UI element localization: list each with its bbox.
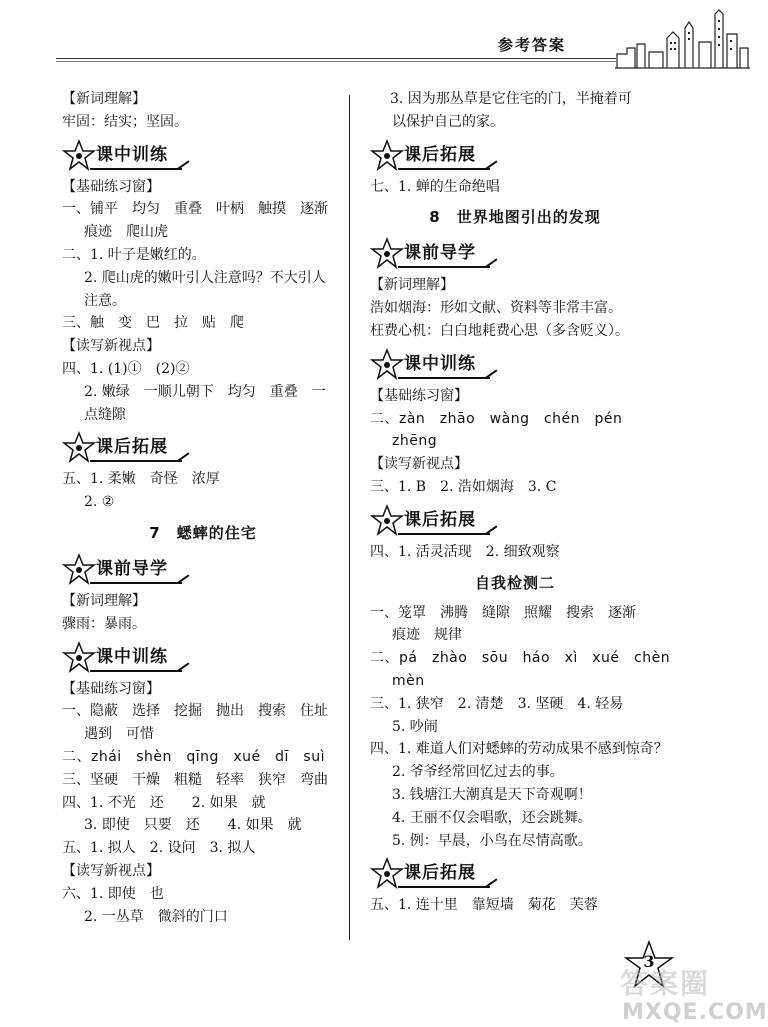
answer-line: 3. 即使 只要 还 4. 如果 就: [84, 817, 302, 834]
answer-line: 三、触 变 巴 拉 贴 爬: [62, 315, 244, 332]
subhead: 【新词理解】: [62, 91, 146, 107]
section-badge-after-class: [370, 503, 660, 539]
answer-line: 2. 一丛草 微斜的门口: [84, 908, 228, 925]
section-badge-in-class: [62, 640, 344, 676]
answer-line: 三、1. 狭窄 2. 清楚 3. 坚硬 4. 轻易: [370, 695, 624, 712]
answer-line: 七、1. 蝉的生命绝唱: [370, 178, 500, 195]
section-badge-in-class: [62, 138, 344, 174]
answer-line: 遇到 可惜: [84, 726, 154, 743]
answer-line: 三、1. B 2. 浩如烟海 3. C: [370, 478, 557, 495]
city-skyline-icon: [615, 8, 750, 70]
answer-line: 4. 王丽不仅会唱歌，还会跳舞。: [392, 809, 592, 826]
subhead: 【读写新视点】: [370, 456, 468, 473]
subhead: 【读写新视点】: [62, 862, 160, 879]
header-rule: [56, 58, 616, 59]
answer-line: 2. 爷爷经常回忆过去的事。: [392, 764, 564, 781]
answer-line: 3. 钱塘江大潮真是天下奇观啊！: [392, 786, 592, 803]
subhead: 【基础练习窗】: [62, 178, 160, 195]
answer-line: 一、笼罩 沸腾 缝隙 照耀 搜索 逐渐: [370, 604, 636, 621]
right-column: [370, 88, 671, 917]
section-badge-pre-class: [370, 236, 660, 272]
answer-line: 3. 因为那丛草是它住宅的门，半掩着可: [390, 91, 632, 107]
watermark-text: 答案圈: [620, 967, 711, 1000]
answer-line: 五、1. 拟人 2. 设问 3. 拟人: [62, 840, 256, 857]
answer-line: 注意。: [84, 292, 126, 309]
badge-label: 课前导学: [90, 556, 182, 584]
subhead: 【读写新视点】: [62, 338, 160, 355]
answer-line: 痕迹 爬山虎: [84, 224, 168, 241]
subhead: 【新词理解】: [370, 277, 454, 294]
answer-line: 一、隐蔽 选择 挖掘 抛出 搜索 住址: [62, 703, 328, 720]
section-badge-in-class: [370, 347, 660, 383]
pinyin-line: 二、pá zhào sōu háo xì xué chèn: [370, 650, 671, 667]
pinyin-line: mèn: [392, 672, 425, 689]
page-header: [0, 0, 750, 70]
self-test-title: 自我检测二: [474, 573, 555, 592]
badge-label: 课中训练: [90, 142, 182, 170]
answer-line: 枉费心机：白白地耗费心思（多含贬义）。: [370, 322, 629, 339]
answer-line: 六、1. 即使 也: [62, 885, 164, 902]
answer-line: 三、坚硬 干燥 粗糙 轻率 狭窄 弯曲: [62, 771, 328, 788]
pinyin-line: 二、zhái shèn qīng xué dī suì: [62, 748, 325, 765]
answer-line: 四、1. 不光 还 2. 如果 就: [62, 794, 266, 811]
answer-line: 以保护自己的家。: [392, 113, 504, 130]
answer-line: 四、1. 活灵活现 2. 细致观察: [370, 543, 560, 560]
section-badge-after-class: [62, 430, 344, 466]
answer-line: 5. 例：早晨，小鸟在尽情高歌。: [392, 832, 592, 849]
subhead: 【基础练习窗】: [62, 680, 160, 697]
page-number: 3: [643, 952, 655, 971]
answer-line: 五、1. 连十里 靠短墙 菊花 芙蓉: [370, 897, 598, 914]
badge-label: 课后拓展: [398, 142, 490, 170]
header-rule-secondary: [56, 61, 616, 62]
watermark: [592, 962, 768, 1027]
subhead: 【基础练习窗】: [370, 387, 468, 404]
badge-label: 课后拓展: [398, 507, 490, 535]
pinyin-line: zhēng: [392, 433, 438, 450]
answer-line: 五、1. 柔嫩 奇怪 浓厚: [62, 471, 220, 488]
answer-line: 浩如烟海：形如文献、资料等非常丰富。: [370, 300, 622, 317]
answer-line: 痕迹 规律: [392, 627, 462, 644]
section-badge-pre-class: [62, 552, 344, 588]
watermark-url: MXQE.COM: [622, 1000, 768, 1025]
answer-line: 5. 吵闹: [392, 718, 438, 735]
pinyin-line: 二、zàn zhāo wàng chén pén: [370, 410, 623, 427]
column-divider: [349, 95, 350, 940]
section-badge-after-class: [370, 856, 660, 892]
answer-line: 2. 嫩绿 一顺儿朝下 均匀 重叠 一: [84, 383, 326, 400]
lesson-title: 8 世界地图引出的发现: [429, 208, 601, 227]
answer-line: 牢固：结实；坚固。: [62, 113, 188, 130]
answer-line: 2. 爬山虎的嫩叶引人注意吗？不大引人: [84, 269, 326, 286]
badge-label: 课中训练: [398, 351, 490, 379]
answer-line: 二、1. 叶子是嫩红的。: [62, 246, 206, 263]
badge-label: 课中训练: [90, 644, 182, 672]
answer-line: 点缝隙: [84, 406, 126, 423]
answer-line: 一、铺平 均匀 重叠 叶柄 触摸 逐渐: [62, 201, 328, 218]
lesson-title: 7 蟋蟀的住宅: [149, 523, 257, 542]
answer-line: 2. ②: [84, 494, 115, 511]
answer-line: 四、1. (1)① (2)②: [62, 360, 190, 377]
badge-label: 课后拓展: [90, 434, 182, 462]
badge-label: 课后拓展: [398, 860, 490, 888]
answer-line: 四、1. 难道人们对蟋蟀的劳动成果不感到惊奇？: [370, 741, 668, 758]
section-badge-after-class: [370, 138, 660, 174]
left-column: [62, 88, 344, 928]
subhead: 【新词理解】: [62, 592, 146, 609]
answer-line: 骤雨：暴雨。: [62, 615, 146, 632]
badge-label: 课前导学: [398, 240, 490, 268]
header-title: 参考答案: [498, 36, 567, 54]
